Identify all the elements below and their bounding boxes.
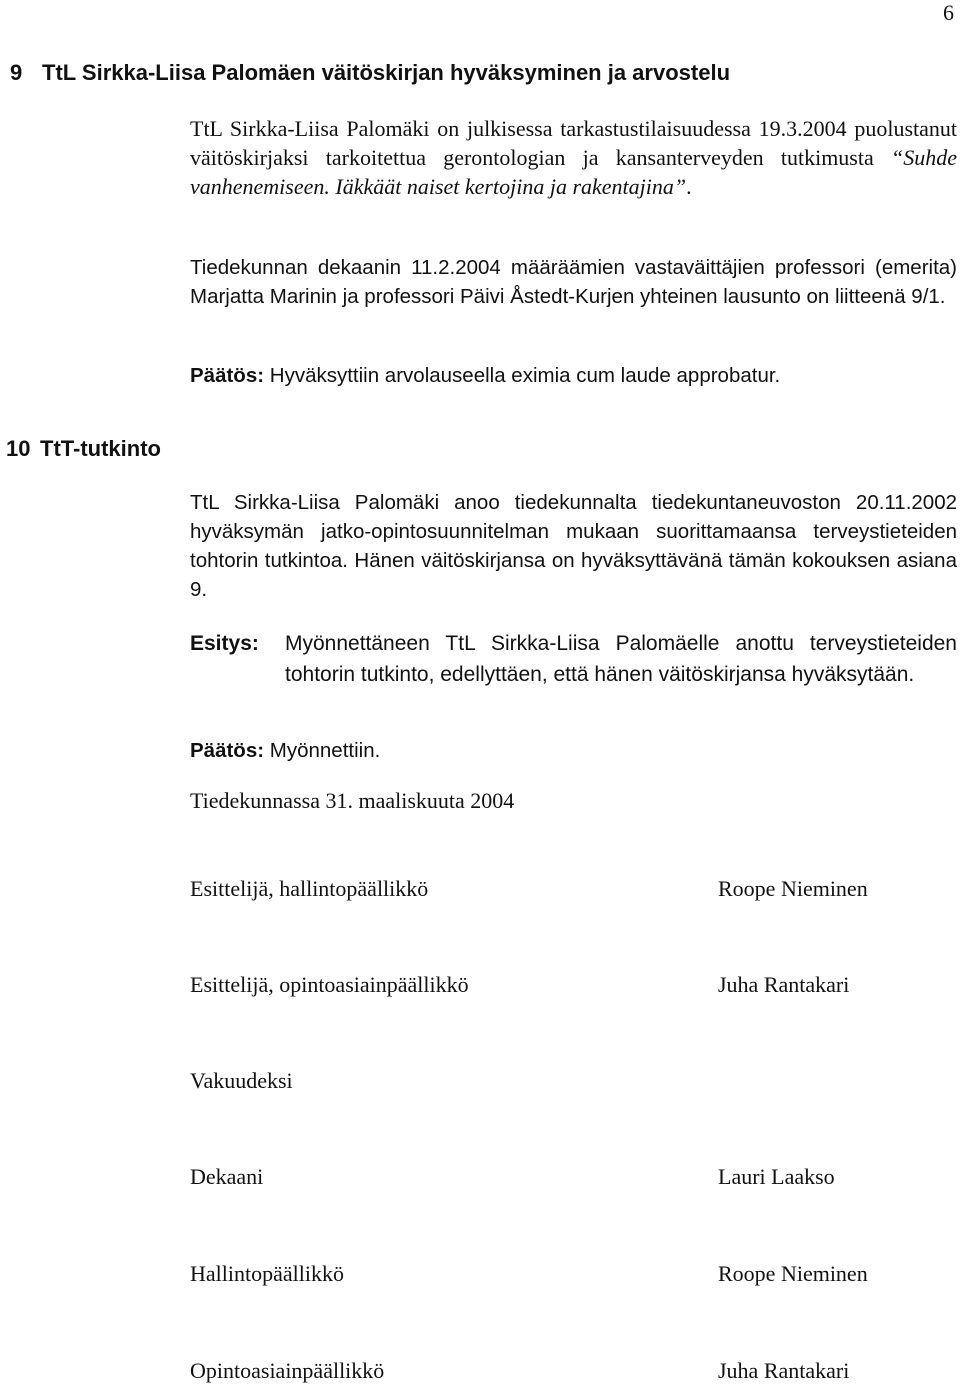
section-9-heading [10,60,730,86]
certification-label: Vakuudeksi [190,1068,293,1093]
section-9-number: 9 [10,60,23,85]
section-9-paragraph-1 [190,114,957,201]
signature-role-2: Esittelijä, opintoasiainpäällikkö [190,972,469,997]
section-10-decision [190,736,957,765]
dissertation-title: “Suhde vanhenemiseen. Iäkkäät naiset kertojina ja rakentajina” [190,145,957,199]
section-9-title: TtL Sirkka-Liisa Palomäen väitöskirjan hyväksyminen ja arvostelu [42,60,731,85]
section-10-number: 10 [6,436,31,461]
section-10-heading [6,436,161,462]
certifier-role-2: Hallintopäällikkö [190,1261,344,1286]
section-10-decision-label: Päätös: [190,739,265,762]
section-10-paragraph-1: TtL Sirkka-Liisa Palomäki anoo tiedekunnalta tiedekuntaneuvoston 20.11.2002 hyväksymän jatko-opintosuunnitelman mukaan suorittamaansa terveystieteiden tohtorin tutkintoa. Hänen väitöskirjansa on hyväksyttävänä tämän kokouksen asiana 9. [190,491,957,601]
certifier-role-3: Opintoasiainpäällikkö [190,1358,385,1383]
certifier-role-1: Dekaani [190,1164,264,1189]
signature-role-1: Esittelijä, hallintopäällikkö [190,876,429,901]
section-10-proposal [190,628,957,690]
signature-name-2: Juha Rantakari [718,972,850,997]
section-9-paragraph-1-text: TtL Sirkka-Liisa Palomäki on julkisessa tarkastustilaisuudessa 19.3.2004 puolustanut väitöskirjaksi tarkoitettua gerontologian ja kansanterveyden tutkimusta [190,116,957,170]
certifier-name-3: Juha Rantakari [718,1358,850,1383]
section-10-proposal-label: Esitys: [190,632,259,655]
section-10-proposal-text: Myönnettäneen TtL Sirkka-Liisa Palomäelle anottu terveystieteiden tohtorin tutkinto, edellyttäen, että hänen väitöskirjansa hyväksytään. [285,632,957,686]
certifier-name-1: Lauri Laakso [718,1164,835,1189]
signature-name-1: Roope Nieminen [718,876,868,901]
page-number: 6 [943,0,954,25]
closing-date-line: Tiedekunnassa 31. maaliskuuta 2004 [190,788,515,813]
section-9-paragraph-2: Tiedekunnan dekaanin 11.2.2004 määräämien vastaväittäjien professori (emerita) Marjatta Marinin ja professori Päivi Åstedt-Kurjen yhteinen lausunto on liitteenä 9/1. [190,256,957,308]
section-10-decision-text: Myönnettiin. [264,739,381,762]
certifier-name-2: Roope Nieminen [718,1261,868,1286]
section-9-decision-text: Hyväksyttiin arvolauseella eximia cum laude approbatur. [264,364,781,387]
section-9-decision [190,361,957,390]
section-9-paragraph-1-end: . [686,174,692,199]
section-9-decision-label: Päätös: [190,364,265,387]
section-10-title: TtT-tutkinto [40,436,161,461]
